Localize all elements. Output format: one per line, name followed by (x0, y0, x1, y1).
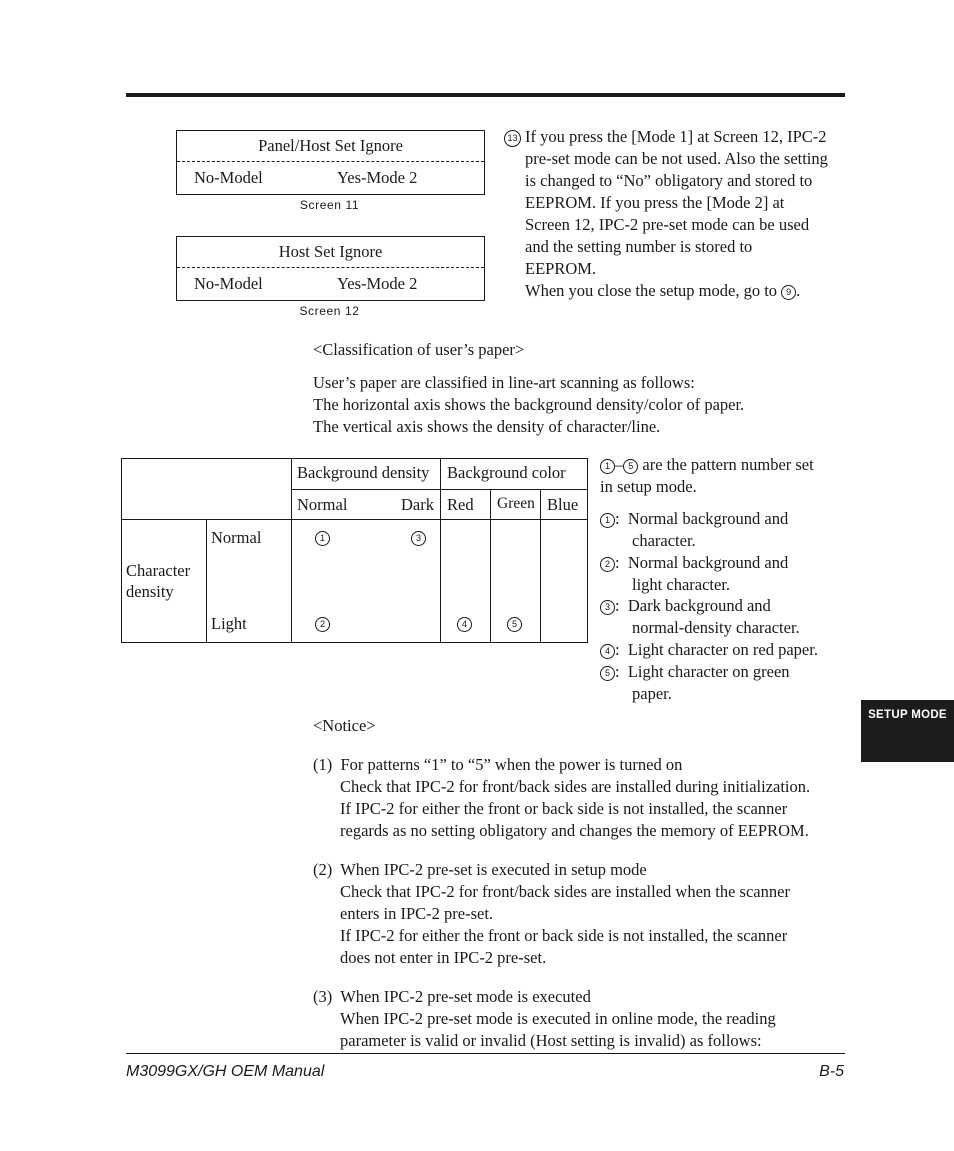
step-13-line: If you press the [Mode 1] at Screen 12, IPC-2 (525, 127, 827, 146)
step-13-line: and the setting number is stored to (525, 237, 753, 256)
table-header-density: Background density (297, 463, 430, 482)
table-sub-green: Green (497, 495, 535, 512)
step-13-period: . (796, 281, 801, 300)
step-13-marker: 13 (504, 130, 521, 147)
pattern-legend-item: 5 : Light character on green paper. (600, 661, 850, 705)
legend-text: Normal background and (627, 553, 789, 572)
pattern-4-marker: 4 (457, 617, 472, 632)
step-13-line: is changed to “No” obligatory and stored to (525, 171, 813, 190)
pattern-3-marker: 3 (411, 531, 426, 546)
table-row-light: Light (211, 614, 247, 633)
table-header-color: Background color (447, 463, 566, 482)
step-13-line: EEPROM. If you press the [Mode 2] at (525, 193, 785, 212)
legend-intro-marker-b: 5 (623, 459, 638, 474)
table-row-label: Character density (126, 561, 191, 601)
legend-intro-text: are the pattern number set (642, 455, 814, 474)
classification-line: The vertical axis shows the density of character/line. (313, 417, 661, 436)
pattern-legend-item: 3 : Dark background and normal-density character. (600, 595, 850, 639)
screen-11-option-no: No-Model (194, 168, 263, 187)
legend-text: Normal background and (627, 509, 789, 528)
pattern-legend-item: 1 : Normal background and character. (600, 508, 850, 552)
notice-line: enters in IPC-2 pre-set. (340, 904, 494, 923)
pattern-2-marker: 2 (315, 617, 330, 632)
notice-item (313, 859, 853, 969)
notice-title: When IPC-2 pre-set mode is executed (340, 987, 591, 1006)
legend-intro-marker-a: 1 (600, 459, 615, 474)
screen-11-title: Panel/Host Set Ignore (177, 131, 484, 162)
screen-12-title: Host Set Ignore (177, 237, 484, 268)
table-sub-normal: Normal (297, 495, 348, 514)
notice-title: For patterns “1” to “5” when the power is turned on (340, 755, 683, 774)
notice-line: If IPC-2 for either the front or back side is not installed, the scanner (340, 799, 788, 818)
section-tab-setup-mode (861, 700, 954, 762)
footer-page-number: B-5 (819, 1063, 844, 1080)
notice-title: When IPC-2 pre-set is executed in setup mode (340, 860, 647, 879)
pattern-legend-intro (600, 454, 850, 498)
footer-manual-title: M3099GX/GH OEM Manual (126, 1063, 325, 1080)
notice-line: If IPC-2 for either the front or back side is not installed, the scanner (340, 926, 788, 945)
step-13-last-text: When you close the setup mode, go to (525, 281, 778, 300)
step-13-line: EEPROM. (525, 259, 597, 278)
notice-number: (2) (313, 860, 333, 879)
section-tab-label: SETUP MODE (868, 709, 947, 721)
pattern-legend-item: 4 : Light character on red paper. (600, 639, 850, 661)
screen-12-option-yes: Yes-Mode 2 (337, 274, 418, 293)
table-row-normal: Normal (211, 528, 262, 547)
legend-text: Light character on red paper. (627, 640, 818, 659)
legend-marker: 4 (600, 644, 615, 659)
notice-line: Check that IPC-2 for front/back sides are installed when the scanner (340, 882, 790, 901)
notice-line: regards as no setting obligatory and changes the memory of EEPROM. (340, 821, 809, 840)
table-sub-dark: Dark (401, 495, 434, 514)
legend-text: Dark background and (627, 596, 771, 615)
step-13-line: Screen 12, IPC-2 pre-set mode can be used (525, 215, 810, 234)
table-sub-red: Red (447, 495, 474, 514)
legend-marker: 1 (600, 513, 615, 528)
screen-12-caption: Screen 12 (299, 304, 360, 318)
pattern-1-marker: 1 (315, 531, 330, 546)
legend-text: Light character on green (627, 662, 790, 681)
footer-rule (126, 1053, 845, 1054)
pattern-5-marker: 5 (507, 617, 522, 632)
legend-text: character. (632, 531, 696, 550)
table-sub-blue: Blue (547, 495, 579, 514)
classification-line: User’s paper are classified in line-art scanning as follows: (313, 373, 695, 392)
notice-item (313, 754, 853, 842)
notice-line: parameter is valid or invalid (Host setting is invalid) as follows: (340, 1031, 762, 1050)
legend-text: light character. (632, 575, 731, 594)
classification-line: The horizontal axis shows the background density/color of paper. (313, 395, 745, 414)
legend-text: paper. (632, 684, 672, 703)
notice-number: (1) (313, 755, 333, 774)
notice-number: (3) (313, 987, 333, 1006)
legend-marker: 3 (600, 600, 615, 615)
legend-text: normal-density character. (632, 618, 800, 637)
pattern-legend-item: 2 : Normal background and light character. (600, 552, 850, 596)
legend-intro-text: in setup mode. (600, 477, 697, 496)
notice-heading: <Notice> (313, 716, 376, 735)
legend-marker: 5 (600, 666, 615, 681)
legend-intro-dash: – (615, 455, 624, 474)
notice-line: does not enter in IPC-2 pre-set. (340, 948, 547, 967)
screen-11-caption: Screen 11 (299, 198, 360, 212)
goto-step-9-marker: 9 (781, 285, 796, 300)
screen-12-option-no: No-Model (194, 274, 263, 293)
classification-heading: <Classification of user’s paper> (313, 340, 525, 359)
step-13-line: pre-set mode can be not used. Also the setting (525, 149, 828, 168)
screen-11-option-yes: Yes-Mode 2 (337, 168, 418, 187)
notice-line: When IPC-2 pre-set mode is executed in online mode, the reading (340, 1009, 776, 1028)
legend-marker: 2 (600, 557, 615, 572)
notice-item (313, 986, 853, 1052)
notice-line: Check that IPC-2 for front/back sides are installed during initialization. (340, 777, 811, 796)
